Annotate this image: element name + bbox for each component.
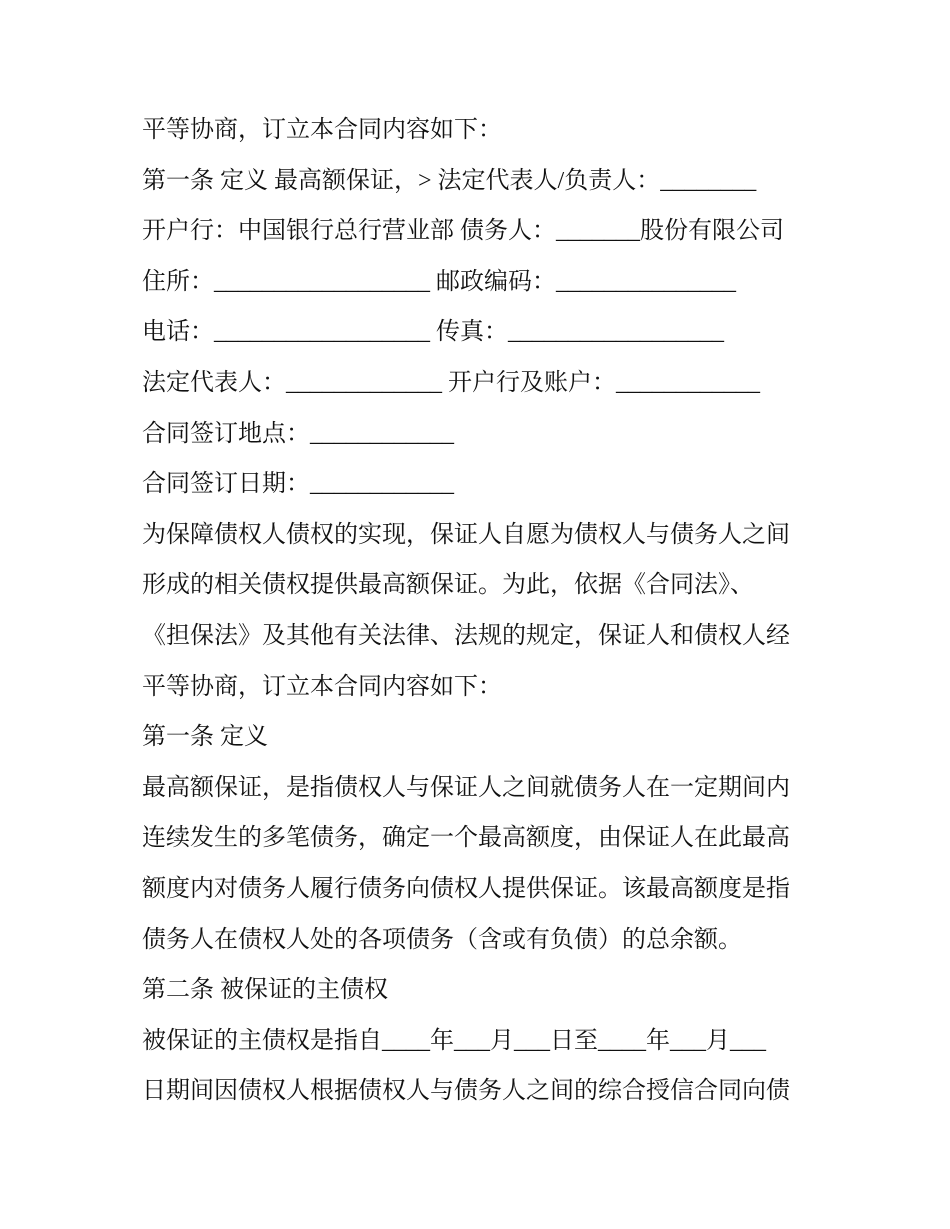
document-line: 合同签订地点：____________ [142,420,454,447]
document-line: 合同签订日期：____________ [142,471,454,498]
document-line: 《担保法》及其他有关法律、法规的规定，保证人和债权人经 [142,622,790,649]
document-line: 第一条 定义 最高额保证，> 法定代表人/负责人：________ [142,167,757,194]
document-line: 最高额保证，是指债权人与保证人之间就债务人在一定期间内 [142,774,790,801]
document-line: 第二条 被保证的主债权 [142,977,388,1004]
document-line: 开户行：中国银行总行营业部 债务人：_______股份有限公司 [142,218,784,245]
document-line: 平等协商，订立本合同内容如下： [142,117,502,143]
document-line: 为保障债权人债权的实现，保证人自愿为债权人与债务人之间 [142,521,790,548]
document-line: 额度内对债务人履行债务向债权人提供保证。该最高额度是指 [142,875,790,902]
document-line: 债务人在债权人处的各项债务（含或有负债）的总余额。 [142,926,742,953]
document-line: 形成的相关债权提供最高额保证。为此，依据《合同法》、 [142,572,754,599]
document-line: 电话：__________________ 传真：__________________ [142,319,724,346]
document-page [142,105,842,1117]
document-line: 第一条 定义 [142,724,268,751]
document-line: 被保证的主债权是指自____年___月___日至____年___月___ [142,1027,766,1054]
document-line: 日期间因债权人根据债权人与债务人之间的综合授信合同向债 [142,1078,790,1105]
document-line: 平等协商，订立本合同内容如下： [142,673,502,700]
document-line: 连续发生的多笔债务，确定一个最高额度，由保证人在此最高 [142,825,790,852]
document-line: 法定代表人：_____________ 开户行及账户：____________ [142,369,760,396]
document-line: 住所：__________________ 邮政编码：_______________ [142,268,736,295]
